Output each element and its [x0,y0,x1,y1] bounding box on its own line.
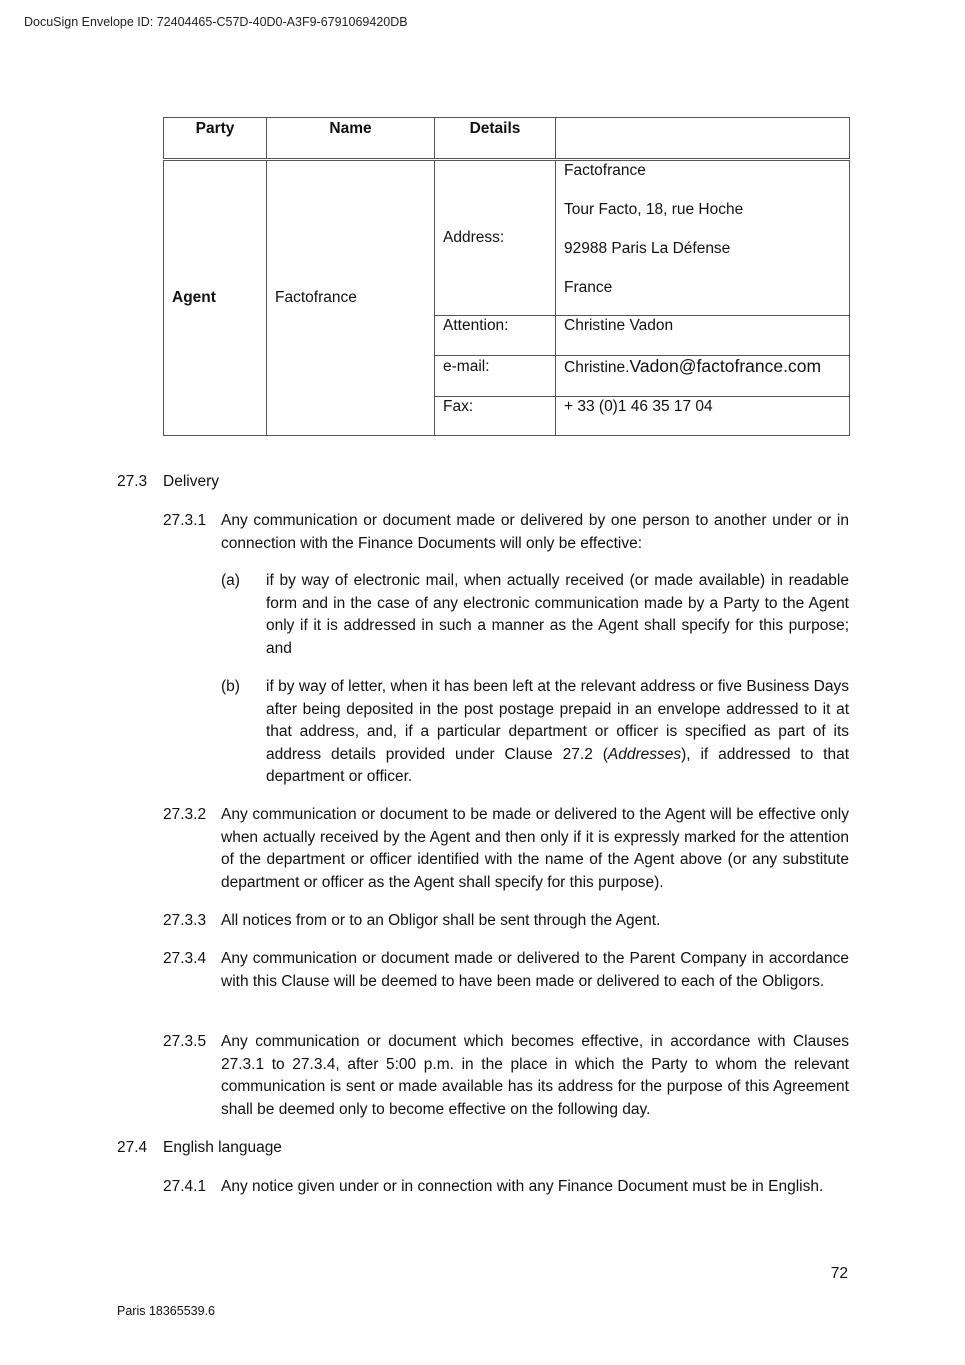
clause-27-3-5 [163,1031,849,1121]
address-value [556,160,850,316]
clause-text: Any communication or document made or delivered to the Parent Company in accordance with this Clause will be deemed to have been made or delivered to each of the Obligors. [221,950,849,990]
address-line: Tour Facto, 18, rue Hoche [564,201,744,218]
clause-27-4-1 [163,1176,863,1199]
envelope-id: DocuSign Envelope ID: 72404465-C57D-40D0-A3F9-6791069420DB [24,15,408,29]
email-rest: Vadon@factofrance.com [629,356,822,376]
clause-item-a [221,570,849,660]
item-label: (b) [221,678,240,695]
section-number: 27.3 [117,473,148,490]
clause-number: 27.3.2 [163,806,207,823]
email-label: e-mail: [435,356,556,397]
clause-item-b [221,676,849,789]
party-details-table [163,117,850,436]
clause-27-3-4 [163,948,849,993]
item-text-italic: Addresses [607,745,682,763]
address-line: Factofrance [564,162,646,179]
item-text: if by way of electronic mail, when actually received (or made available) in readable form and in the case of any electronic communication made by a Party to the Agent only if it is addressed in such a manner as the Agent shall specify for this purpose; and [266,572,849,657]
section-27-4 [117,1137,417,1160]
header-details: Details [435,118,556,160]
attention-value: Christine Vadon [556,316,850,356]
clause-27-3-2 [163,804,849,894]
table-header-row [164,118,850,160]
item-text-part: if by way of letter, when it has been left at the relevant address or five Business Days after being deposited in the post postage prepaid in an envelope addressed to it at that address, and, if a particular department or officer is specified as part of its address details provided under Clause 27.2 ( [266,678,849,763]
email-prefix: Christine. [564,359,630,376]
fax-value: + 33 (0)1 46 35 17 04 [556,397,850,436]
item-label: (a) [221,572,240,589]
section-title: English language [163,1139,282,1156]
header-party: Party [164,118,267,160]
clause-text: Any communication or document to be made or delivered to the Agent will be effective only when actually received by the Agent and then only if it is expressly marked for the attention of the department or officer identified with the name of the Agent above (or any substitute department or officer as the Agent shall specify for this purpose). [221,806,849,891]
address-line: 92988 Paris La Défense [564,240,731,257]
section-title: Delivery [163,473,219,490]
header-name: Name [267,118,435,160]
party-agent: Agent [164,160,267,436]
clause-number: 27.3.1 [163,512,207,529]
clause-number: 27.3.5 [163,1033,207,1050]
header-blank [556,118,850,160]
clause-27-3-1 [163,510,849,555]
section-27-3 [117,471,417,494]
clause-27-3-3 [163,910,849,933]
table-row-address [164,160,850,316]
name-factofrance: Factofrance [267,160,435,436]
attention-label: Attention: [435,316,556,356]
address-label: Address: [435,160,556,316]
clause-text: Any notice given under or in connection with any Finance Document must be in English. [221,1178,824,1195]
section-number: 27.4 [117,1139,148,1156]
clause-text: Any communication or document made or delivered by one person to another under or in connection with the Finance Documents will only be effective: [221,512,849,552]
clause-text: Any communication or document which becomes effective, in accordance with Clauses 27.3.1 to 27.3.4, after 5:00 p.m. in the place in which the Party to whom the relevant communication is sent or made available has its address for the purpose of this Agreement shall be deemed only to become effective on the following day. [221,1033,849,1118]
clause-number: 27.3.3 [163,912,207,929]
clause-text: All notices from or to an Obligor shall be sent through the Agent. [221,912,661,929]
item-text [266,676,849,789]
clause-number: 27.4.1 [163,1178,207,1195]
fax-label: Fax: [435,397,556,436]
email-value[interactable] [556,356,850,397]
document-reference: Paris 18365539.6 [117,1304,215,1318]
page-number: 72 [830,1265,848,1282]
clause-number: 27.3.4 [163,950,207,967]
address-line: France [564,279,613,296]
item-text-part: ), if addressed to that department or officer. [266,745,850,785]
